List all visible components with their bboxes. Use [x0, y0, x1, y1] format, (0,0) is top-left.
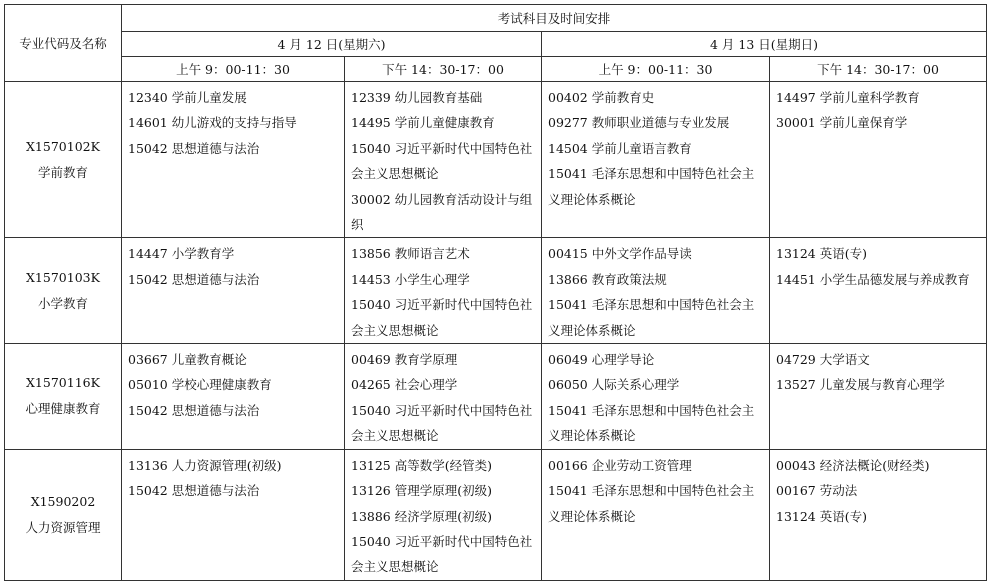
subject-cell — [542, 344, 770, 450]
subject-item: 06050 人际关系心理学 — [548, 377, 680, 393]
subject-cell — [542, 449, 770, 580]
subject-item: 13856 教师语言艺术 — [351, 246, 470, 262]
subject-item: 00043 经济法概论(财经类) — [776, 457, 930, 473]
subject-item: 14447 小学教育学 — [128, 246, 235, 262]
subject-item: 15041 毛泽东思想和中国特色社会主义理论体系概论 — [548, 297, 755, 338]
subject-item: 14453 小学生心理学 — [351, 271, 470, 287]
subject-item: 15042 思想道德与法治 — [128, 140, 260, 156]
major-code: X1570103K — [26, 269, 100, 285]
subject-item: 15041 毛泽东思想和中国特色社会主义理论体系概论 — [548, 402, 755, 444]
subject-item: 15041 毛泽东思想和中国特色社会主义理论体系概论 — [548, 166, 755, 207]
subject-cell — [122, 82, 345, 238]
subject-cell — [770, 82, 987, 238]
subject-item: 15040 习近平新时代中国特色社会主义思想概论 — [351, 297, 533, 338]
subject-item: 13886 经济学原理(初级) — [351, 508, 492, 524]
table-row — [5, 82, 987, 238]
major-code: X1570116K — [26, 375, 100, 391]
subject-item: 12339 幼儿园教育基础 — [351, 90, 483, 105]
major-name: 小学教育 — [37, 295, 88, 311]
subject-cell — [345, 238, 542, 344]
subject-item: 13124 英语(专) — [776, 508, 867, 524]
table-row — [5, 344, 987, 450]
header-day1-afternoon: 下午 14：30-17：00 — [345, 57, 542, 82]
major-code: X1590202 — [30, 493, 96, 509]
table-row — [5, 449, 987, 580]
header-day-1: 4 月 12 日(星期六) — [122, 32, 542, 57]
major-cell — [5, 82, 122, 238]
subject-cell — [770, 449, 987, 580]
subject-item: 14495 学前儿童健康教育 — [351, 115, 495, 131]
subject-item: 15040 习近平新时代中国特色社会主义思想概论 — [351, 140, 533, 182]
header-major: 专业代码及名称 — [5, 5, 122, 82]
subject-item: 15041 毛泽东思想和中国特色社会主义理论体系概论 — [548, 483, 755, 524]
subject-item: 15040 习近平新时代中国特色社会主义思想概论 — [351, 533, 533, 575]
header-day1-morning: 上午 9：00-11：30 — [122, 57, 345, 82]
subject-item: 14601 幼儿游戏的支持与指导 — [128, 115, 297, 131]
major-cell — [5, 449, 122, 580]
subject-cell — [122, 238, 345, 344]
subject-item: 00469 教育学原理 — [351, 352, 458, 368]
subject-item: 15040 习近平新时代中国特色社会主义思想概论 — [351, 402, 533, 444]
subject-item: 13866 教育政策法规 — [548, 271, 667, 287]
subject-item: 13124 英语(专) — [776, 246, 867, 262]
subject-item: 04265 社会心理学 — [351, 377, 458, 393]
subject-cell — [122, 449, 345, 580]
subject-item: 13126 管理学原理(初级) — [351, 483, 492, 499]
subject-item: 14451 小学生品德发展与养成教育 — [776, 271, 970, 287]
subject-item: 15042 思想道德与法治 — [128, 483, 260, 499]
subject-item: 13136 人力资源管理(初级) — [128, 457, 282, 473]
subject-cell — [122, 344, 345, 450]
subject-item: 00167 劳动法 — [776, 483, 858, 499]
subject-item: 06049 心理学导论 — [548, 352, 655, 368]
subject-item: 09277 教师职业道德与专业发展 — [548, 115, 730, 131]
header-schedule-title: 考试科目及时间安排 — [122, 5, 987, 32]
subject-item: 14504 学前儿童语言教育 — [548, 140, 692, 156]
subject-item: 05010 学校心理健康教育 — [128, 377, 272, 393]
subject-item: 13527 儿童发展与教育心理学 — [776, 377, 945, 393]
subject-item: 14497 学前儿童科学教育 — [776, 90, 920, 105]
subject-cell — [542, 238, 770, 344]
major-name: 心理健康教育 — [25, 401, 101, 417]
table-row — [5, 238, 987, 344]
exam-schedule-table — [4, 4, 987, 581]
subject-cell — [770, 238, 987, 344]
subject-item: 00402 学前教育史 — [548, 90, 655, 105]
subject-item: 30001 学前儿童保育学 — [776, 115, 908, 131]
header-day-2: 4 月 13 日(星期日) — [542, 32, 987, 57]
subject-item: 15042 思想道德与法治 — [128, 271, 260, 287]
subject-item: 00166 企业劳动工资管理 — [548, 457, 692, 473]
major-code: X1570102K — [26, 138, 100, 154]
subject-cell — [542, 82, 770, 238]
header-day2-morning: 上午 9：00-11：30 — [542, 57, 770, 82]
major-name: 人力资源管理 — [25, 519, 101, 535]
subject-item: 00415 中外文学作品导读 — [548, 246, 692, 262]
subject-item: 13125 高等数学(经管类) — [351, 457, 492, 473]
table-body — [5, 82, 987, 581]
subject-cell — [345, 344, 542, 450]
major-name: 学前教育 — [37, 164, 88, 180]
subject-item: 15042 思想道德与法治 — [128, 402, 260, 418]
major-cell — [5, 238, 122, 344]
subject-item: 30002 幼儿园教育活动设计与组织 — [351, 191, 533, 233]
subject-item: 04729 大学语文 — [776, 352, 870, 368]
subject-item: 03667 儿童教育概论 — [128, 352, 247, 368]
major-cell — [5, 344, 122, 450]
subject-cell — [770, 344, 987, 450]
subject-item: 12340 学前儿童发展 — [128, 90, 247, 105]
subject-cell — [345, 82, 542, 238]
header-day2-afternoon: 下午 14：30-17：00 — [770, 57, 987, 82]
subject-cell — [345, 449, 542, 580]
